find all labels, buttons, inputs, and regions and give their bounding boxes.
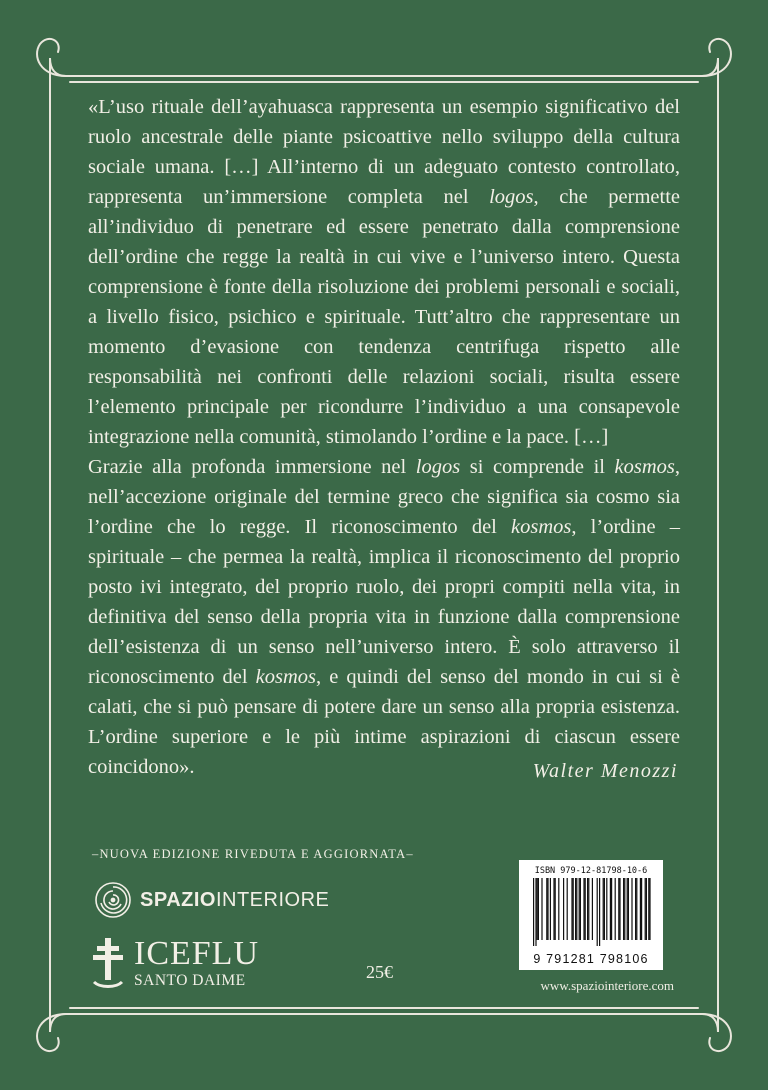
barcode-bar [649, 878, 650, 940]
italic-term: kosmos [255, 666, 316, 688]
publisher-name: SPAZIOINTERIORE [140, 888, 330, 911]
barcode-bar [618, 878, 619, 940]
caravaca-cross-icon [90, 936, 126, 990]
italic-term: kosmos [511, 516, 572, 538]
quote-text-run: , che permette all’individuo di penetrare ed essere penetrato dalla comprensione dell’ordine che regge la realtà in cui vive e l’universo intero. Questa comprensione è fonte della risoluzione dei problemi personali e sociali, a livello fisico, psichico e spirituale. Tutt’altro che rappresentare un momento d’evasione con tendenza centrifuga rispetto alle responsabilità nei confronti delle relazioni sociali, risulta essere l’elemento principale per ricondurre l’individuo a una consapevole integrazione nella comunità, stimolando l’ordine e la pace. […] [88, 186, 680, 448]
barcode-bar [573, 878, 574, 940]
barcode-bar [648, 878, 649, 940]
barcode-bar [537, 878, 538, 940]
barcode-bar [606, 878, 607, 940]
barcode-bar [553, 878, 554, 940]
barcode-bar [563, 878, 564, 940]
quote-text-run: Grazie alla profonda immersione nel [88, 456, 416, 478]
barcode-bar [604, 878, 605, 940]
price: 25€ [366, 962, 393, 982]
barcode-bar [646, 878, 647, 940]
barcode-bar [588, 878, 589, 940]
publisher-logo [94, 880, 329, 920]
barcode-bar [587, 878, 588, 940]
frame-corner-bl [37, 1014, 66, 1051]
barcode-bar [576, 878, 577, 940]
barcode-bar [580, 878, 581, 940]
barcode-bar [640, 878, 641, 940]
quote-text-run: , l’ordine – spirituale – che permea la realtà, implica il riconoscimento del proprio posto ivi integrato, del proprio ruolo, dei propri compiti nella vita, in definitiva del senso della propria vita in funzione dalla comprensione dell’esistenza di un senso nell’universo intero. È solo attraverso il riconoscimento del [88, 516, 680, 688]
italic-term: kosmos [614, 456, 675, 478]
partner-name: ICEFLU [134, 935, 259, 973]
isbn-barcode [519, 860, 663, 970]
partner-logo [90, 935, 259, 991]
barcode-bar [579, 878, 580, 940]
quote-text-run: si comprende il [460, 456, 615, 478]
barcode-bar [597, 878, 598, 946]
barcode-bar [631, 878, 632, 940]
barcode-bar [628, 878, 629, 940]
barcode-bar [611, 878, 612, 940]
barcode-bar [592, 878, 593, 940]
barcode-bar [571, 878, 572, 940]
partner-subtitle: SANTO DAIME [134, 972, 246, 990]
barcode-bar [583, 878, 584, 940]
barcode-digits: 9 791281 798106 [533, 952, 649, 966]
barcode-bar [567, 878, 568, 940]
barcode-bar [538, 878, 539, 940]
barcode-bar [535, 878, 536, 946]
barcode-bar [541, 878, 542, 940]
quote-text-run: , nell’accezione originale del termine greco che significa sia cosmo sia l’ordine che lo regge. Il riconoscimento del [88, 456, 680, 538]
quote-paragraph-2 [88, 452, 680, 782]
quote-author: Walter Menozzi [532, 760, 678, 782]
barcode-bar [635, 878, 636, 940]
italic-term: logos [489, 186, 534, 208]
barcode-bar [627, 878, 628, 940]
barcode-bar [547, 878, 548, 940]
barcode-bar [546, 878, 547, 940]
barcode-bar [575, 878, 576, 940]
frame-corner-br [702, 1014, 731, 1051]
barcode-bar [599, 878, 600, 946]
frame-corner-tl [37, 39, 66, 76]
barcode-bar [645, 878, 646, 940]
barcode-bar [641, 878, 642, 940]
barcode-bar [555, 878, 556, 940]
barcode-bar [615, 878, 616, 940]
barcode-bar [619, 878, 620, 940]
barcode-bar [623, 878, 624, 940]
barcode-bar [585, 878, 586, 940]
back-cover-quote [88, 92, 680, 782]
quote-text-run: «L’uso rituale dell’ayahuasca rappresenta un esempio significativo del ruolo ancestrale delle piante psicoattive nello sviluppo della cultura sociale umana. […] All’interno di un adeguato contesto controllato, rappresenta un’immersione completa nel [88, 96, 680, 208]
barcode-bar [558, 878, 559, 940]
barcode-bar [624, 878, 625, 940]
isbn-label: ISBN 979-12-81798-10-6 [534, 866, 648, 876]
barcode-bar [550, 878, 551, 940]
quote-text-run: , e quindi del senso del mondo in cui si è calati, che si può pensare di potere dare un senso alla propria esistenza. L’ordine superiore e le più intime aspirazioni di ciascun essere coincidono». [88, 666, 680, 778]
barcode-bar [603, 878, 604, 940]
frame-corner-tr [702, 39, 731, 76]
spiral-logo-icon [94, 881, 132, 919]
publisher-website: www.spaziointeriore.com [540, 978, 674, 993]
barcode-bars [531, 878, 651, 948]
barcode-bar [533, 878, 534, 946]
quote-paragraph-1 [88, 92, 680, 452]
barcode-bar [636, 878, 637, 940]
italic-term: logos [415, 456, 461, 478]
edition-label: –NUOVA EDIZIONE RIVEDUTA E AGGIORNATA– [92, 847, 414, 861]
barcode-bar [610, 878, 611, 940]
